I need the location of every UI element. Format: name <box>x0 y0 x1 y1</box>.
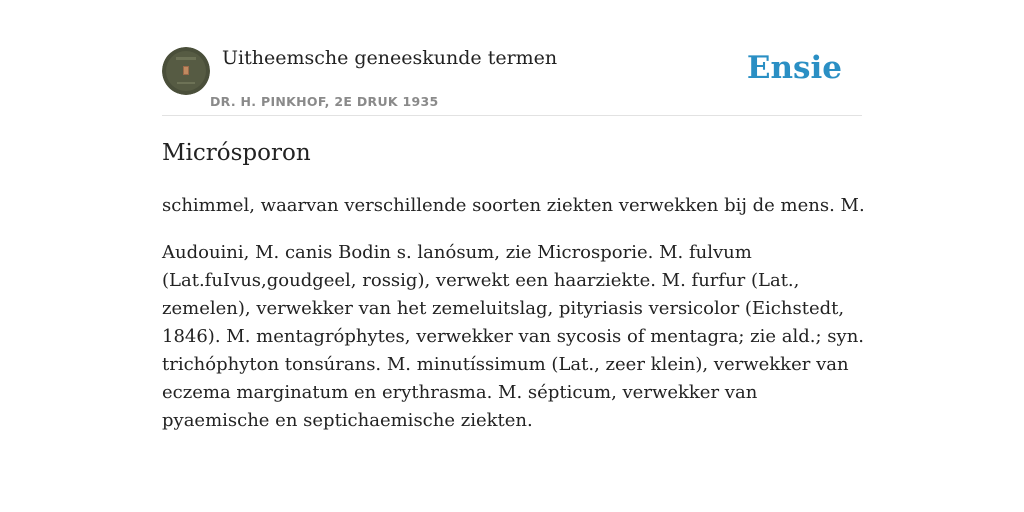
source-title[interactable]: Uitheemsche geneeskunde termen <box>222 47 558 69</box>
source-header <box>162 44 862 116</box>
entry-paragraph: schimmel, waarvan verschillende soorten ziekten verwekken bij de mens. M. <box>162 195 865 216</box>
entry-paragraph: Audouini, M. canis Bodin s. lanósum, zie Microsporie. M. fulvum (Lat.fuIvus,goudgeel, rossig), verwekt een haarziekte. M. furfur (Lat., zemelen), verwekker van het zemeluitslag, pityriasis versicolor (Eichstedt, 1846). M. mentagróphytes, verwekker van sycosis of mentagra; zie ald.; syn. trichóphyton tonsúrans. M. minutíssimum (Lat., zeer klein), verwekker van eczema marginatum en erythrasma. M. sépticum, verwekker van pyaemische en septichaemische ziekten. <box>162 242 865 431</box>
entry-title: Micrósporon <box>162 140 311 166</box>
book-cover-icon[interactable] <box>162 47 210 95</box>
brand-logo[interactable]: Ensie <box>746 50 842 86</box>
entry-body <box>162 192 867 454</box>
source-subtitle: DR. H. PINKHOF, 2E DRUK 1935 <box>210 94 439 109</box>
